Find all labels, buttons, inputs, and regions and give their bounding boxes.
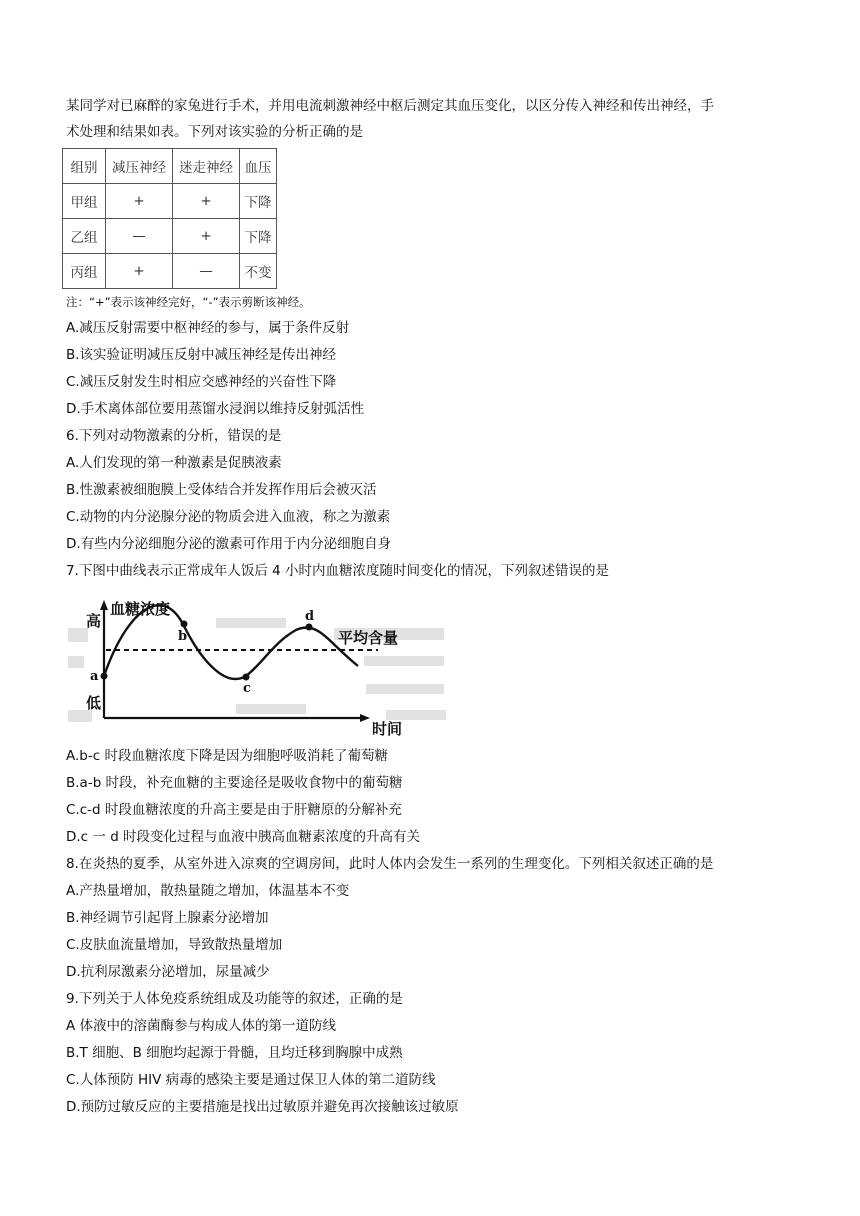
- point-b-marker: [181, 621, 188, 628]
- table-row: [63, 254, 277, 289]
- y-axis-arrow: [100, 600, 108, 610]
- y-high-label: 高: [86, 612, 102, 630]
- q5-option-b: B.该实验证明减压反射中减压神经是传出神经: [66, 347, 337, 363]
- q7-option-b: B.a-b 时段，补充血糖的主要途径是吸收食物中的葡萄糖: [66, 775, 403, 791]
- q9-option-c: C.人体预防 HIV 病毒的感染主要是通过保卫人体的第二道防线: [66, 1072, 436, 1088]
- q7-option-d: D.c 一 d 时段变化过程与血液中胰高血糖素浓度的升高有关: [66, 829, 421, 845]
- table-row: [63, 184, 277, 219]
- q7-stem: 7.下图中曲线表示正常成年人饭后 4 小时内血糖浓度随时间变化的情况，下列叙述错误的是: [66, 563, 610, 579]
- y-axis-title: 血糖浓度: [110, 600, 171, 618]
- table-header-cell: 血压: [240, 149, 277, 184]
- q5-option-c: C.减压反射发生时相应交感神经的兴奋性下降: [66, 374, 337, 390]
- q7-option-a: A.b-c 时段血糖浓度下降是因为细胞呼吸消耗了葡萄糖: [66, 748, 388, 764]
- table-cell: 甲组: [63, 184, 106, 219]
- table-header-row: [63, 149, 277, 184]
- table-cell: +: [106, 184, 173, 219]
- q6-option-c: C.动物的内分泌腺分泌的物质会进入血液，称之为激素: [66, 509, 391, 525]
- q8-option-d: D.抗利尿激素分泌增加，尿量减少: [66, 964, 270, 980]
- q6-stem: 6.下列对动物激素的分析，错误的是: [66, 428, 282, 444]
- point-d-label: d: [305, 609, 315, 624]
- q5-option-a: A.减压反射需要中枢神经的参与，属于条件反射: [66, 320, 350, 336]
- table-cell: —: [173, 254, 240, 289]
- q5-option-d: D.手术离体部位要用蒸馏水浸润以维持反射弧活性: [66, 401, 365, 417]
- table-cell: 不变: [240, 254, 277, 289]
- x-axis-title: 时间: [372, 720, 403, 738]
- table-cell: 乙组: [63, 219, 106, 254]
- q9-option-b: B.T 细胞、B 细胞均起源于骨髓，且均迁移到胸腺中成熟: [66, 1045, 403, 1061]
- point-c-label: c: [243, 681, 251, 696]
- q8-stem: 8.在炎热的夏季，从室外进入凉爽的空调房间，此时人体内会发生一系列的生理变化。下列相关叙述正确的是: [66, 856, 714, 872]
- q5-table: [62, 148, 277, 289]
- q6-option-a: A.人们发现的第一种激素是促胰液素: [66, 455, 282, 471]
- table-cell: +: [173, 219, 240, 254]
- point-b-label: b: [178, 629, 188, 644]
- table-cell: 下降: [240, 219, 277, 254]
- table-row: [63, 219, 277, 254]
- q6-option-b: B.性激素被细胞膜上受体结合并发挥作用后会被灭活: [66, 482, 377, 498]
- table-cell: +: [173, 184, 240, 219]
- q5-note: 注：“+”表示该神经完好，“-”表示剪断该神经。: [66, 295, 311, 309]
- table-header-cell: 组别: [63, 149, 106, 184]
- table-cell: +: [106, 254, 173, 289]
- point-c-marker: [243, 674, 250, 681]
- q9-stem: 9.下列关于人体免疫系统组成及功能等的叙述，正确的是: [66, 991, 403, 1007]
- q8-option-c: C.皮肤血流量增加，导致散热量增加: [66, 937, 283, 953]
- q9-option-a: A 体液中的溶菌酶参与构成人体的第一道防线: [66, 1018, 337, 1034]
- q7-option-c: C.c-d 时段血糖浓度的升高主要是由于肝糖原的分解补充: [66, 802, 402, 818]
- table-cell: 丙组: [63, 254, 106, 289]
- blood-glucose-figure: [66, 592, 456, 738]
- table-header-cell: 减压神经: [106, 149, 173, 184]
- q8-option-a: A.产热量增加，散热量随之增加，体温基本不变: [66, 883, 350, 899]
- q5-stem-line1: 某同学对已麻醉的家兔进行手术，并用电流刺激神经中枢后测定其血压变化，以区分传入神经和传出神经，手: [66, 98, 714, 114]
- q5-stem-line2: 术处理和结果如表。下列对该实验的分析正确的是: [66, 124, 363, 140]
- q6-option-d: D.有些内分泌细胞分泌的激素可作用于内分泌细胞自身: [66, 536, 392, 552]
- q8-option-b: B.神经调节引起肾上腺素分泌增加: [66, 910, 269, 926]
- point-a-marker: [101, 673, 108, 680]
- table-header-cell: 迷走神经: [173, 149, 240, 184]
- table-cell: —: [106, 219, 173, 254]
- table-cell: 下降: [240, 184, 277, 219]
- y-low-label: 低: [86, 694, 102, 712]
- average-label: 平均含量: [338, 629, 399, 647]
- point-d-marker: [306, 624, 313, 631]
- q9-option-d: D.预防过敏反应的主要措施是找出过敏原并避免再次接触该过敏原: [66, 1099, 459, 1115]
- x-axis-arrow: [360, 714, 370, 722]
- point-a-label: a: [90, 669, 99, 684]
